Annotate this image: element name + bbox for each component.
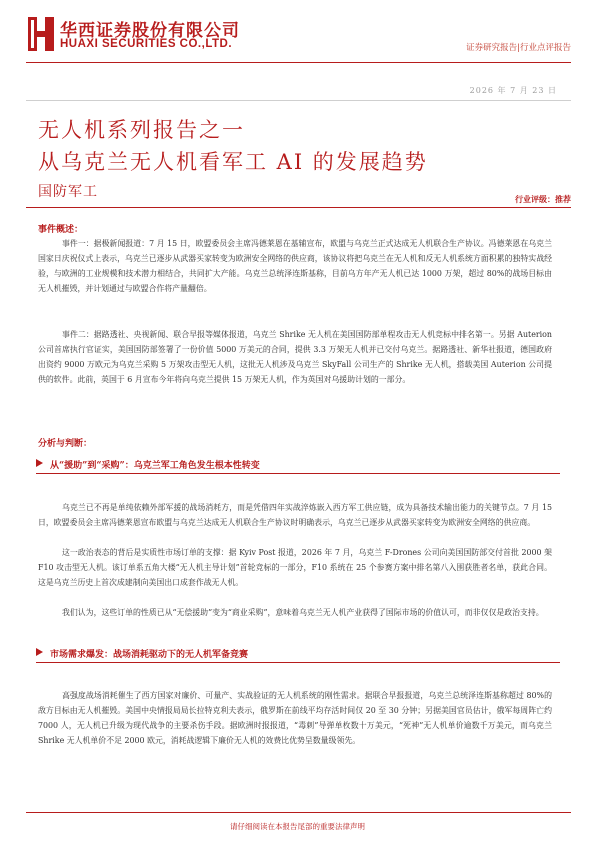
subsection-title-1: 从“援助”到“采购”：乌克兰军工角色发生根本性转变: [50, 461, 260, 471]
subsection-underline: [36, 473, 560, 474]
analysis-paragraph-4: 高强度战场消耗催生了西方国家对廉价、可量产、实战验证的无人机系统的刚性需求。据联合早报报道，乌克兰总统泽连斯基称超过 80%的敌方目标由无人机摧毁。美国中央情报局局长拉特克利夫表示，俄罗斯在前线平均存活时间仅 20 至 30 分钟；另据美国官员估计，俄军每周阵亡约 7000 人，无人机已升级为现代战争的主要杀伤手段。据欧洲时报报道，“毒刺”导弹单枚数十万美元，“死神”无人机单价逾数千万美元，而乌克兰 Shrike 无人机单价不足 2000 欧元，消耗战逻辑下廉价无人机的效费比优势呈数量级领先。: [38, 691, 552, 745]
event-two-paragraph: 事件二：据路透社、央视新闻、联合早报等媒体报道，乌克兰 Shrike 无人机在美国国防部单程攻击无人机竞标中排名第一。另据 Auterion 公司首席执行官证实，美国国防部签署了一份价值 5000 万美元的合同，提供 3.3 万架无人机并已交付乌克兰。据路透社、新华社报道，德国政府出资约 9000 万欧元为乌克兰采购 5 万架攻击型无人机，这批无人机涉及乌克兰 SkyFall 公司生产的 Shrike 无人机，搭载美国 Auterion 公司提供的软件。此前，英国于 6 月宣布今年将向乌克兰提供 15 万架无人机，作为英国对乌援助计划的一部分。: [38, 330, 552, 384]
industry-rating: 行业评级：推荐: [515, 194, 571, 204]
report-title-line1: 无人机系列报告之一: [38, 118, 245, 142]
subsection-underline: [36, 662, 560, 663]
subsection-header-1: [36, 458, 560, 476]
header-divider: [26, 62, 571, 63]
analysis-paragraph-1: 乌克兰已不再是单纯依赖外部军援的战场消耗方，而是凭借四年实战淬炼嵌入西方军工供应链，成为具备技术输出能力的关键节点。7 月 15 日，欧盟委员会主席冯德莱恩宣布欧盟与乌克兰达成无人机联合生产协议时明确表示，乌克兰已逐步从武器买家转变为欧洲安全网络的供应商。: [38, 503, 552, 527]
events-heading: 事件概述：: [38, 225, 84, 235]
analysis-paragraph-2: 这一政治表态的背后是实质性市场订单的支撑：据 Kyiv Post 报道，2026 年 7 月，乌克兰 F-Drones 公司向美国国防部交付首批 2000 架 F10 攻击型无人机。该订单系五角大楼“无人机主导计划”首轮竞标的一部分，F10 系统在 25 个参赛方案中排名第八入围获胜者名单，获此合同。这是乌克兰历史上首次成建制向美国出口成套作战无人机。: [38, 548, 552, 587]
analysis-heading: 分析与判断：: [38, 439, 93, 449]
triangle-bullet-icon: [36, 648, 43, 656]
subsection-title-2: 市场需求爆发：战场消耗驱动下的无人机军备竞赛: [50, 650, 249, 660]
brand-name-en: HUAXI SECURITIES CO.,LTD.: [60, 38, 233, 50]
report-date: 2026 年 7 月 23 日: [469, 86, 557, 95]
analysis-paragraph-3: 我们认为，这些订单的性质已从“无偿援助”变为“商业采购”，意味着乌克兰无人机产业获得了国际市场的价值认可，而非仅仅是政治支持。: [62, 608, 544, 617]
triangle-bullet-icon: [36, 459, 43, 467]
subsection-header-2: [36, 647, 560, 665]
report-type-label: 证券研究报告|行业点评报告: [466, 43, 571, 53]
sector-label: 国防军工: [38, 184, 98, 200]
date-divider: [26, 100, 571, 101]
huaxi-logo-icon: [28, 17, 54, 51]
brand-name-cn: 华西证券股份有限公司: [60, 21, 240, 41]
report-title-line2: 从乌克兰无人机看军工 AI 的发展趋势: [38, 150, 428, 174]
event-one-paragraph: 事件一：据极新闻报道：7 月 15 日，欧盟委员会主席冯德莱恩在基辅宣布，欧盟与乌克兰正式达成无人机联合生产协议。冯德莱恩在乌克兰国家日庆祝仪式上表示，乌克兰已逐步从武器买家转变为欧洲安全网络的供应商，该协议将把乌克兰在无人机和反无人机系统方面积累的独特实战经验，与欧洲的工业规模和技术潜力相结合，共同扩大产能。乌克兰总统泽连斯基称，目前乌方年产无人机已达 1000 万架，超过 80%的战场目标由无人机摧毁，并计划通过与欧盟合作将产量翻倍。: [38, 239, 552, 293]
title-divider: [26, 207, 571, 208]
legal-disclaimer-link: 请仔细阅读在本报告尾部的重要法律声明: [230, 822, 365, 831]
footer-divider: [26, 812, 571, 813]
